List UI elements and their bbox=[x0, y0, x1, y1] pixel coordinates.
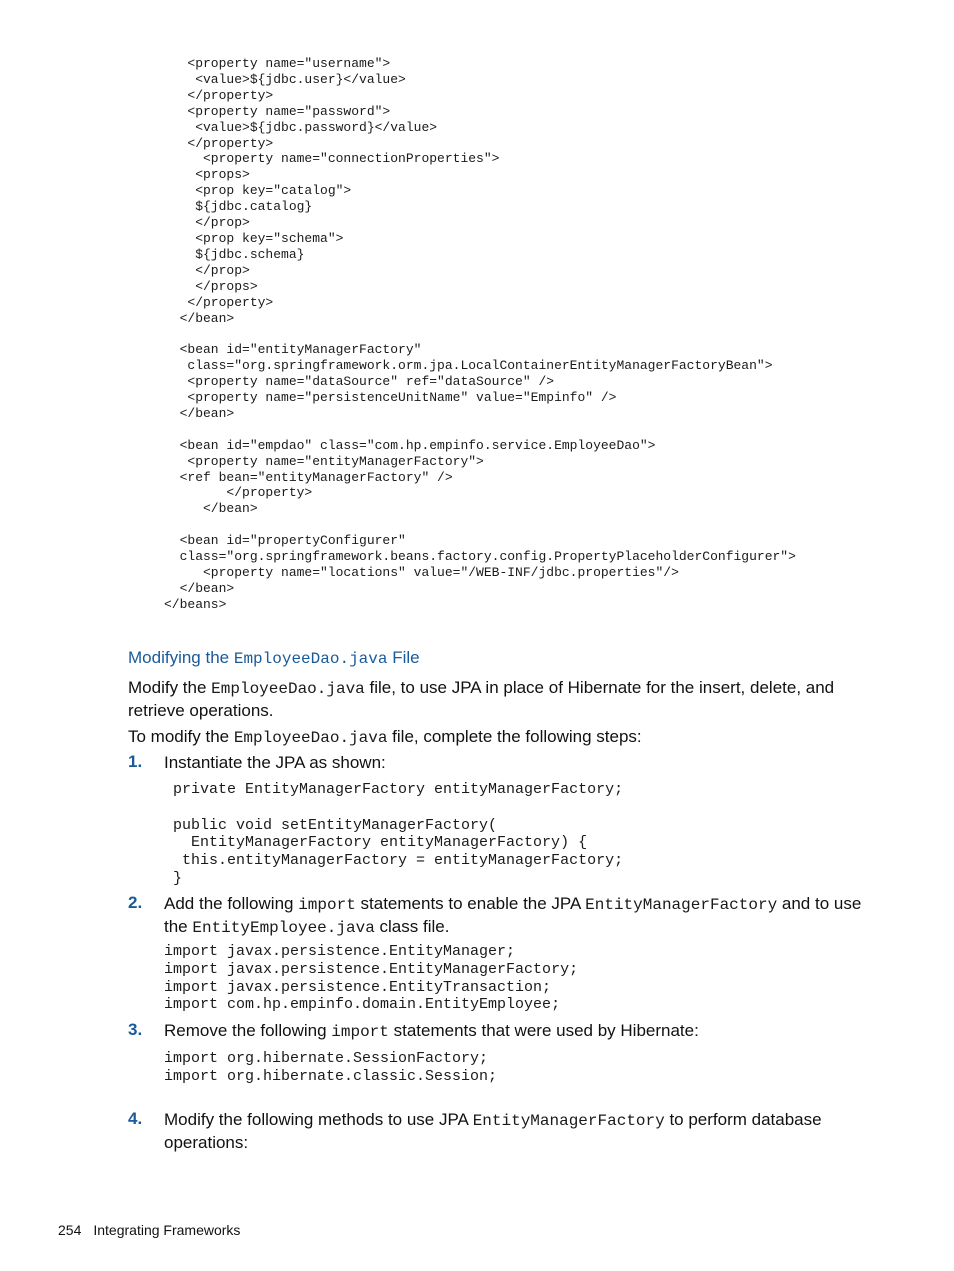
intro-text-prefix: Modify the bbox=[128, 678, 212, 697]
class-name: EntityManagerFactory bbox=[472, 1112, 665, 1130]
chapter-title: Integrating Frameworks bbox=[93, 1222, 241, 1238]
intro-filename: EmployeeDao.java bbox=[211, 680, 365, 698]
step-4-text: Modify the following methods to use JPA EntityManagerFactory to perform database operations: bbox=[164, 1110, 822, 1152]
intro-paragraph bbox=[128, 677, 868, 721]
lead-text-prefix: To modify the bbox=[128, 727, 234, 746]
heading-filename: EmployeeDao.java bbox=[233, 650, 388, 668]
heading-suffix: File bbox=[387, 648, 420, 667]
import-keyword: import bbox=[331, 1023, 389, 1041]
page-number: 254 bbox=[58, 1222, 82, 1238]
step-2-number: 2. bbox=[128, 893, 143, 912]
heading-prefix: Modifying the bbox=[128, 648, 234, 667]
step-2-text: Add the following import statements to enable the JPA EntityManagerFactory and to use the EntityEmployee.java class file. bbox=[164, 894, 862, 937]
lead-filename: EmployeeDao.java bbox=[233, 729, 388, 747]
step-2-code: import javax.persistence.EntityManager; import javax.persistence.EntityManagerFactory; import javax.persistence.EntityTransaction; import com.hp.empinfo.domain.EntityEmployee; bbox=[164, 943, 579, 1014]
import-keyword: import bbox=[298, 896, 356, 914]
lead-text-suffix: file, complete the following steps: bbox=[387, 727, 642, 746]
step-3-text: Remove the following import statements that were used by Hibernate: bbox=[164, 1021, 699, 1041]
lead-paragraph bbox=[128, 726, 868, 749]
xml-config-code-block: <property name="username"> <value>${jdbc.user}</value> </property> <property name="password"> <value>${jdbc.password}</value> </property> <property name="connectionProperties"> <props> <prop key="catalog"> ${jdbc.catalog} </prop> <prop key="schema"> ${jdbc.schema} </prop> </props> </property> </bean> <bean id="entityManagerFactory" class="org.springframework.orm.jpa.LocalContainerEntityManagerFactoryBean"> <property name="dataSource" ref="dataSource" /> <property name="persistenceUnitName" value="Empinfo" /> </bean> <bean id="empdao" class="com.hp.empinfo.service.EmployeeDao"> <property name="entityManagerFactory"> <ref bean="entityManagerFactory" /> </property> </bean> <bean id="propertyConfigurer" class="org.springframework.beans.factory.config.PropertyPlaceholderConfigurer"> <property name="locations" value="/WEB-INF/jdbc.properties"/> </bean> </beans> bbox=[164, 56, 796, 612]
step-1-text: Instantiate the JPA as shown: bbox=[164, 753, 386, 772]
file-name: EntityEmployee.java bbox=[192, 919, 375, 937]
step-4-number: 4. bbox=[128, 1109, 143, 1128]
step-1-number: 1. bbox=[128, 752, 143, 771]
section-heading bbox=[128, 648, 420, 668]
class-name: EntityManagerFactory bbox=[585, 896, 778, 914]
step-1-code: private EntityManagerFactory entityManagerFactory; public void setEntityManagerFactory( EntityManagerFactory entityManagerFactory) { this.entityManagerFactory = entityManagerFactory; } bbox=[173, 781, 624, 887]
page-footer bbox=[58, 1222, 240, 1238]
step-3-number: 3. bbox=[128, 1020, 143, 1039]
intro-text-suffix: file, to use JPA in place of Hibernate for the insert, delete, and retrieve operations. bbox=[128, 678, 835, 720]
step-3-code: import org.hibernate.SessionFactory; import org.hibernate.classic.Session; bbox=[164, 1050, 498, 1085]
